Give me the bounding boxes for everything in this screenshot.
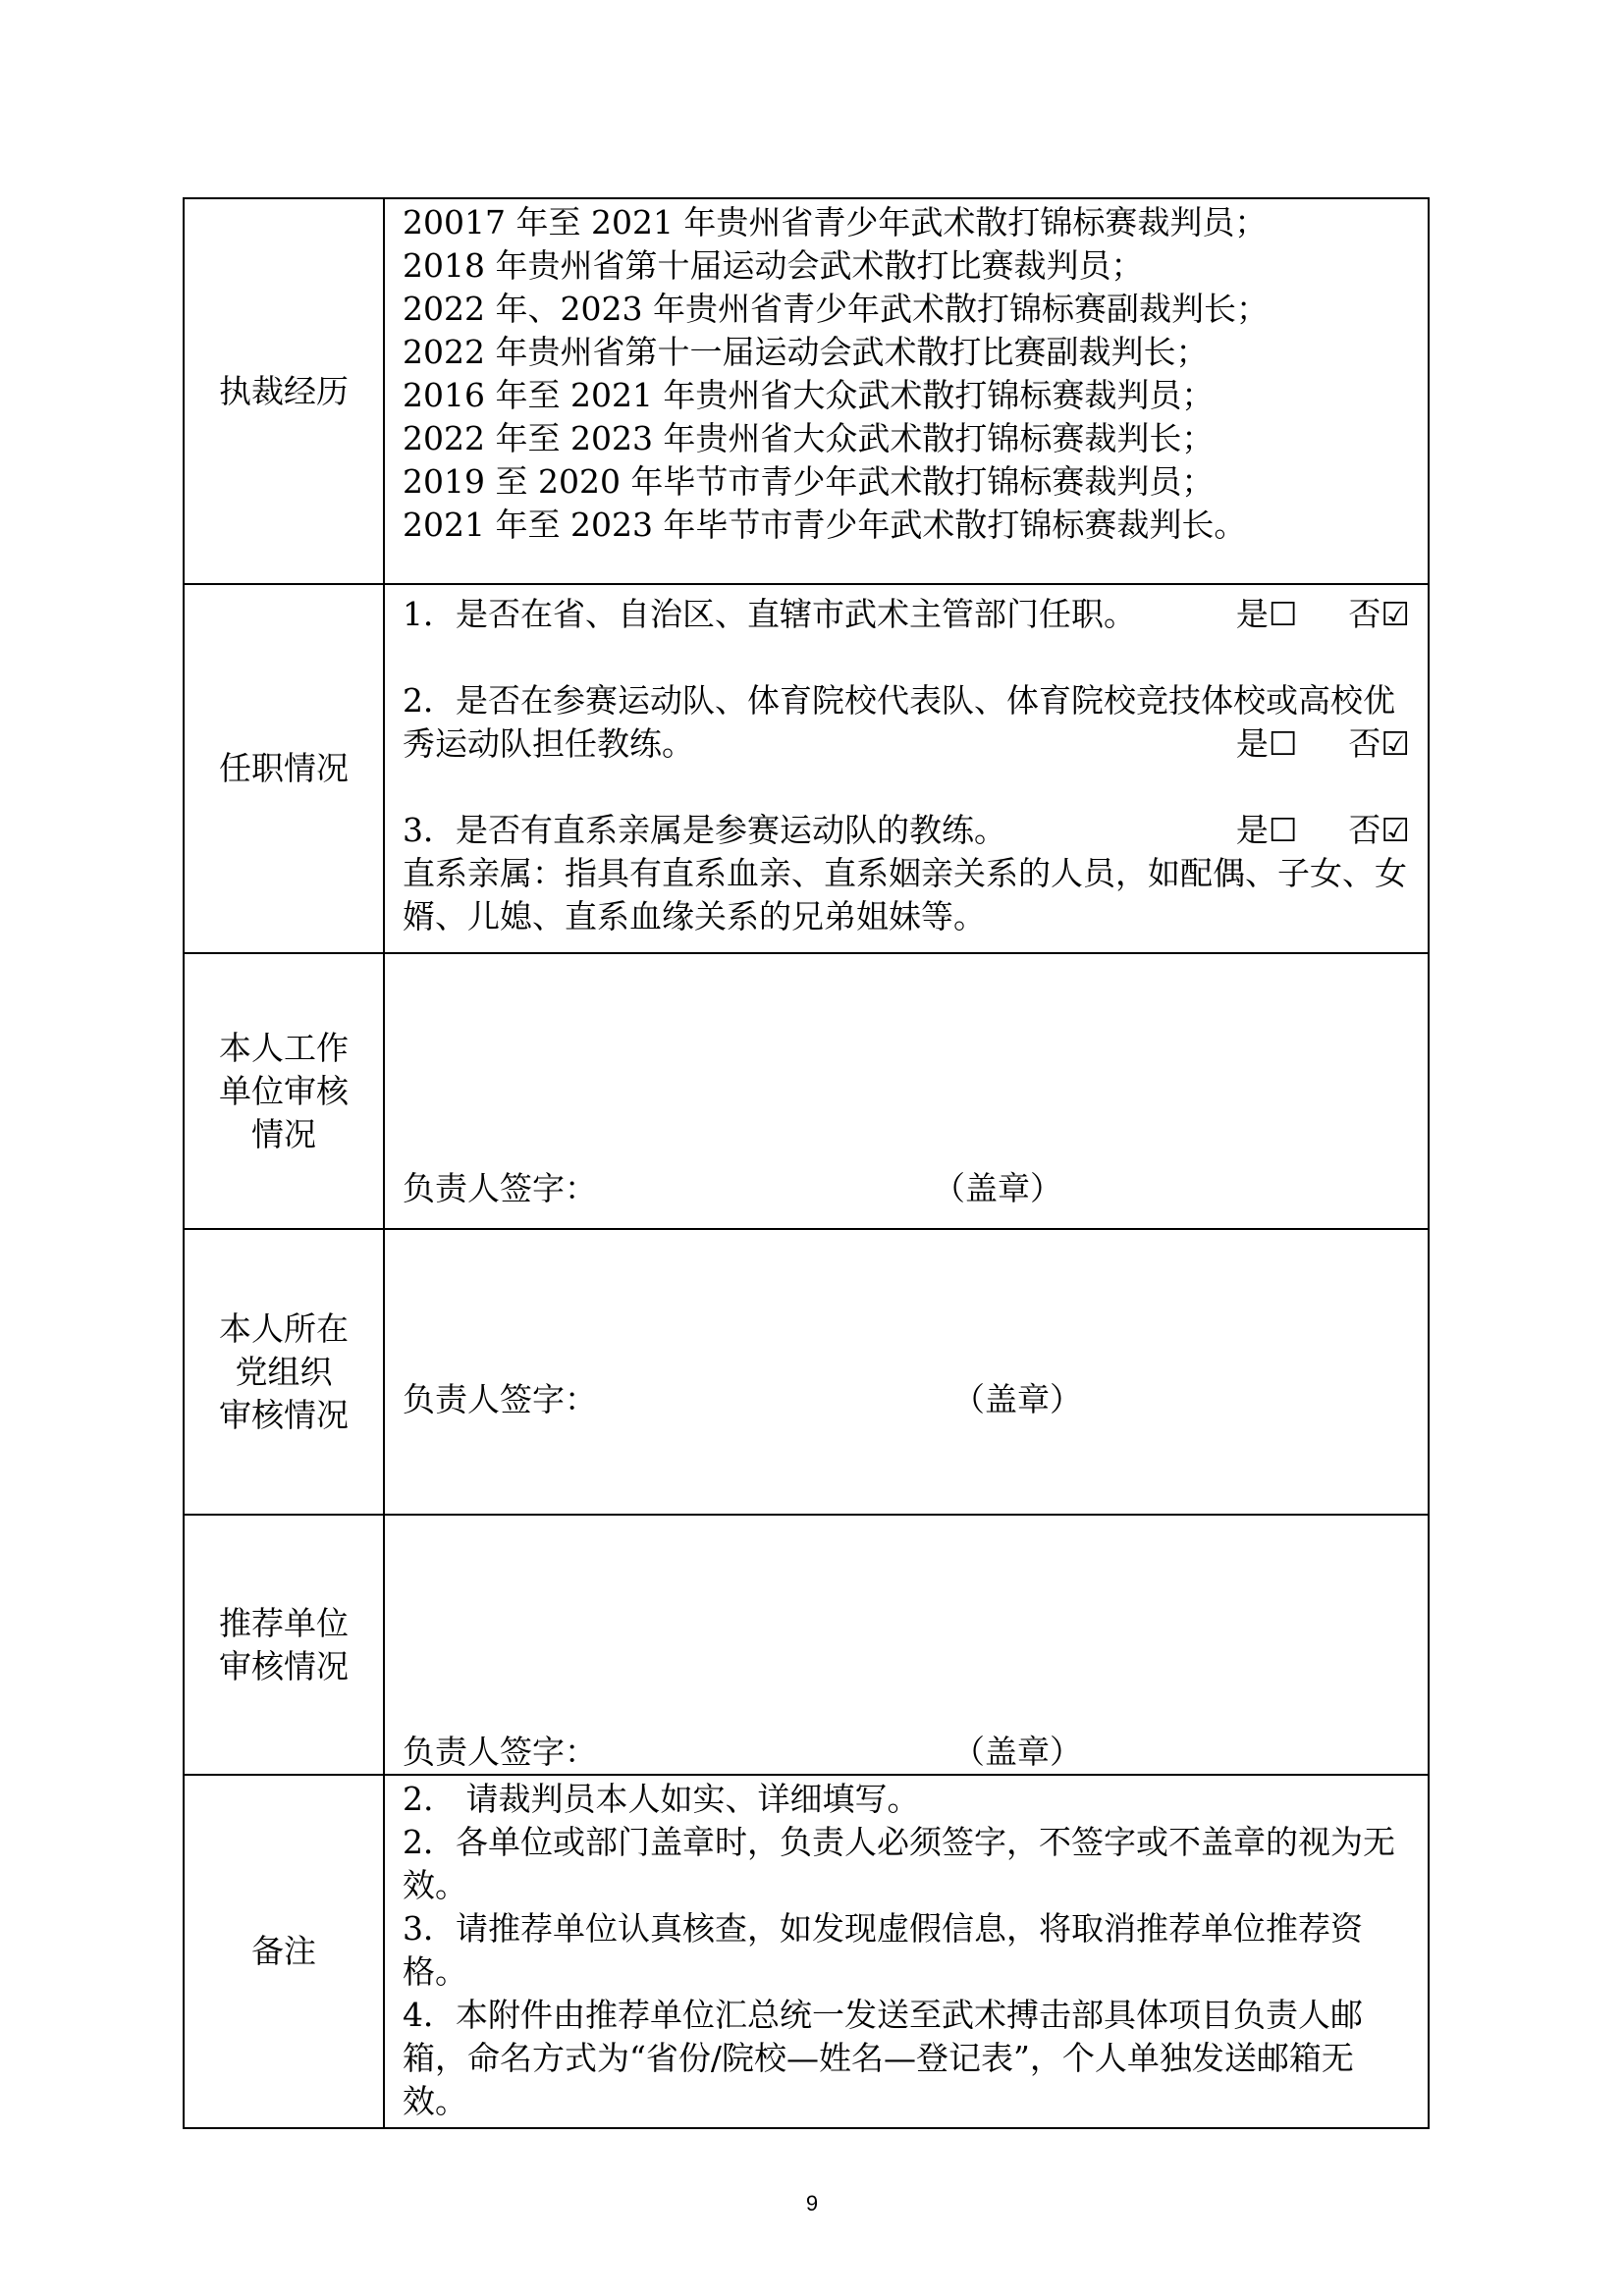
notes-content [384,1775,1429,2128]
question-1-text: 1．是否在省、自治区、直辖市武术主管部门任职。 [403,595,1136,633]
judging-line: 20017 年至 2021 年贵州省青少年武术散打锦标赛裁判员； [403,203,1268,241]
judging-row [184,198,1429,584]
positions-label: 任职情况 [184,584,384,953]
seal-label: （盖章） [952,1379,1082,1418]
q3-yes-checkbox: 是☐ [1235,811,1298,849]
q1-no-checkbox: 否☑ [1348,595,1410,633]
judging-line: 2019 至 2020 年毕节市青少年武术散打锦标赛裁判员； [403,462,1215,501]
recommend-content [384,1515,1429,1775]
q2-yes-checkbox: 是☐ [1235,724,1298,763]
party-content [384,1229,1429,1515]
page-number: 9 [805,2191,819,2216]
party-label: 本人所在 党组织 审核情况 [184,1229,384,1515]
question-2-text-line1: 2．是否在参赛运动队、体育院校代表队、体育院校竞技体校或高校优 [403,681,1395,720]
judging-content [384,198,1429,584]
recommend-signature [403,1731,1410,1774]
recommend-label: 推荐单位 审核情况 [184,1515,384,1775]
positions-row [184,584,1429,953]
party-row [184,1229,1429,1515]
work-unit-row [184,953,1429,1229]
work-unit-signature [403,1167,1410,1210]
judging-line: 2022 年贵州省第十一届运动会武术散打比赛副裁判长； [403,333,1209,371]
question-3 [403,809,1410,852]
registration-form-table [183,197,1430,2129]
judging-line: 2018 年贵州省第十届运动会武术散打比赛裁判员； [403,246,1144,285]
recommend-row [184,1515,1429,1775]
signature-label: 负责人签字： [403,1733,597,1771]
work-unit-content [384,953,1429,1229]
judging-label: 执裁经历 [184,198,384,584]
relatives-note: 直系亲属：指具有直系血亲、直系姻亲关系的人员，如配偶、子女、女婿、儿媳、直系血缘关系的兄弟姐妹等。 [403,854,1407,935]
question-2-text-line2: 秀运动队担任教练。 [403,724,694,763]
q2-no-checkbox: 否☑ [1348,724,1410,763]
judging-line: 2022 年、2023 年贵州省青少年武术散打锦标赛副裁判长； [403,290,1269,328]
note-item: 3．请推荐单位认真核查，如发现虚假信息，将取消推荐单位推荐资格。 [403,1909,1363,1991]
judging-line: 2022 年至 2023 年贵州省大众武术散打锦标赛裁判长； [403,419,1215,457]
signature-label: 负责人签字： [403,1379,597,1418]
work-unit-label: 本人工作 单位审核 情况 [184,953,384,1229]
seal-label: （盖章） [933,1169,1062,1207]
judging-line: 2016 年至 2021 年贵州省大众武术散打锦标赛裁判员； [403,376,1215,414]
notes-row [184,1775,1429,2128]
note-item: 2．各单位或部门盖章时，负责人必须签字，不签字或不盖章的视为无效。 [403,1823,1395,1904]
question-3-text: 3．是否有直系亲属是参赛运动队的教练。 [403,811,1006,849]
note-item: 2. 请裁判员本人如实、详细填写。 [403,1780,920,1818]
note-item: 4．本附件由推荐单位汇总统一发送至武术搏击部具体项目负责人邮箱，命名方式为“省份/院校—姓名—登记表”，个人单独发送邮箱无效。 [403,1996,1363,2120]
q1-yes-checkbox: 是☐ [1235,595,1298,633]
positions-content [384,584,1429,953]
seal-label: （盖章） [952,1733,1082,1771]
notes-label: 备注 [184,1775,384,2128]
question-1 [403,593,1410,636]
question-2 [403,722,1410,766]
q3-no-checkbox: 否☑ [1348,811,1410,849]
signature-label: 负责人签字： [403,1169,597,1207]
party-signature [403,1378,1410,1421]
judging-line: 2021 年至 2023 年毕节市青少年武术散打锦标赛裁判长。 [403,506,1247,544]
